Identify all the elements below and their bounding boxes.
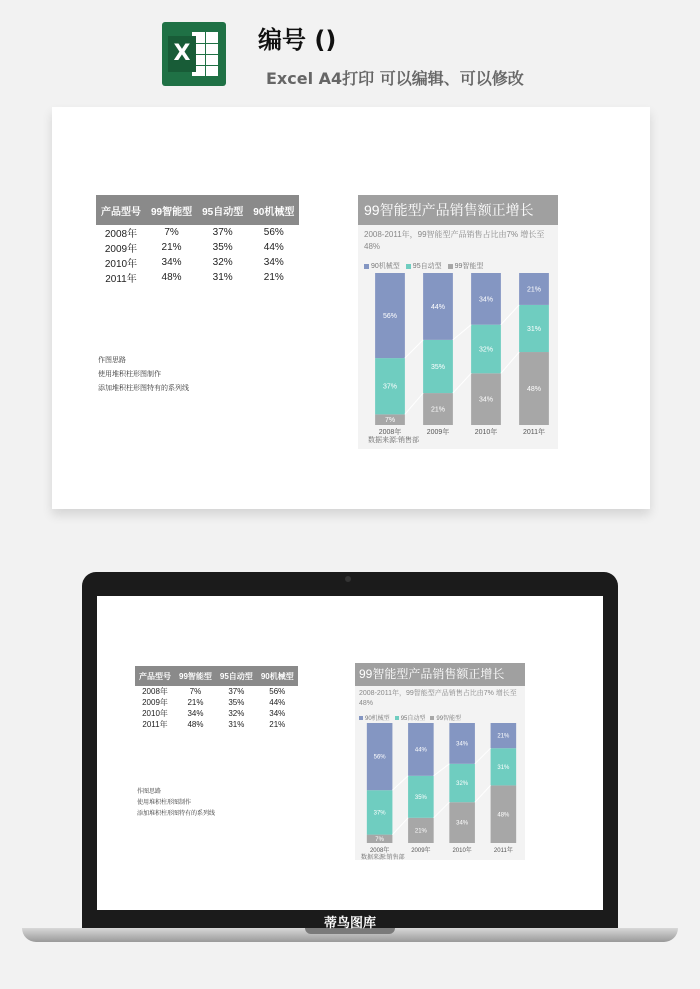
series-line [405,340,423,358]
note-line: 添加堆积柱形图特有的系列线 [137,811,216,817]
excel-icon: X [162,22,226,86]
chart-title: 99智能型产品销售额正增长 [358,195,558,225]
table-cell: 7% [164,227,179,238]
table-cell: 48% [161,272,182,283]
table-cell: 56% [269,687,286,696]
series-line [475,785,491,802]
table-row [135,697,298,708]
series-line [475,748,491,764]
table-cell: 44% [263,242,284,253]
legend-label: 90机械型 [371,263,400,270]
chart-plot [359,723,524,843]
table-row [96,255,299,270]
data-label: 21% [430,406,446,414]
series-line [405,393,423,414]
data-label: 31% [526,325,542,333]
table-row [96,240,299,255]
table-cell: 2011年 [105,274,137,285]
table-cell: 21% [263,272,284,283]
page-header [0,0,700,100]
legend-swatch [359,716,363,720]
x-tick-label: 2010年 [474,429,498,436]
note-line: 作图思路 [98,357,126,364]
chart-subtitle: 2008-2011年，99智能型产品销售占比由7% 增长至48% [364,230,545,251]
data-label: 32% [478,346,494,354]
data-label: 48% [526,385,542,393]
x-tick-label: 2008年 [378,429,402,436]
chart-legend [364,261,489,271]
series-line [501,352,519,373]
table-header-cell: 产品型号 [96,195,146,225]
table-cell: 7% [189,687,202,696]
table-cell: 56% [263,227,284,238]
legend-swatch [406,264,411,269]
data-label: 37% [382,383,398,391]
series-line [434,802,450,818]
data-label: 7% [384,417,396,425]
data-label: 34% [478,396,494,404]
data-label: 34% [456,741,469,748]
table-cell: 37% [212,227,233,238]
sheet-preview [52,107,650,509]
table-row [96,225,299,240]
legend-swatch [395,716,399,720]
table-header-cell: 95自动型 [216,666,257,686]
table-header-row [135,666,298,686]
brand-watermark: 蒂鸟图库 [323,916,376,931]
table-cell: 31% [228,720,245,729]
chart-source: 数据来源:销售部 [361,855,405,861]
x-tick-label: 2009年 [411,848,431,854]
table-cell: 2009年 [104,244,138,255]
x-tick-label: 2011年 [493,848,513,854]
chart-title: 99智能型产品销售额正增长 [355,663,525,686]
chart-subtitle: 2008-2011年，99智能型产品销售占比由7% 增长至48% [359,690,517,707]
notes-block [98,354,189,396]
data-label: 21% [526,286,542,294]
series-line [453,325,471,340]
table-cell: 32% [228,709,245,718]
table-header-cell: 90机械型 [248,195,299,225]
note-line: 使用堆积柱形图制作 [98,371,161,378]
table-header-cell: 99智能型 [175,666,216,686]
table-cell: 48% [187,720,204,729]
legend-label: 95自动型 [412,263,442,270]
table-row [135,686,298,697]
legend-swatch [448,264,453,269]
table-row [135,719,298,730]
legend-label: 99智能型 [436,716,462,722]
legend-item [406,263,442,270]
table-cell: 31% [212,272,233,283]
chart-plot [366,273,558,425]
table-cell: 21% [269,720,286,729]
table-cell: 2011年 [142,720,168,729]
data-label: 32% [456,781,469,788]
data-label: 34% [478,296,494,304]
table-cell: 37% [228,687,245,696]
data-label: 7% [375,836,384,843]
chart-legend [359,713,466,722]
series-line [501,305,519,325]
table-row [96,270,299,285]
x-tick-label: 2011年 [522,429,546,436]
table-cell: 21% [187,698,204,707]
note-line: 添加堆积柱形图特有的系列线 [98,385,189,392]
legend-label: 95自动型 [400,716,426,722]
series-line [392,776,408,790]
x-tick-label: 2009年 [426,429,450,436]
legend-swatch [430,716,434,720]
table-cell: 2010年 [142,709,168,718]
stacked-bar-chart [355,663,525,860]
legend-item [395,716,426,722]
legend-item [448,263,484,270]
x-tick-label: 2008年 [369,848,390,854]
data-label: 31% [497,764,510,771]
data-label: 34% [456,820,469,827]
table-cell: 44% [269,698,286,707]
table-row [135,708,298,719]
note-line: 作图思路 [137,789,162,795]
data-table [96,195,299,285]
stacked-bar-chart [358,195,558,449]
table-header-cell: 产品型号 [135,666,175,686]
table-cell: 35% [212,242,233,253]
legend-item [430,716,461,722]
legend-item [364,263,400,270]
legend-label: 90机械型 [365,716,390,722]
series-line [434,764,450,776]
table-cell: 21% [161,242,182,253]
table-cell: 2009年 [142,698,168,707]
table-cell: 34% [161,257,182,268]
data-label: 56% [382,313,398,321]
series-line [392,818,408,835]
data-label: 35% [414,794,427,801]
table-cell: 35% [228,698,245,707]
data-label: 56% [373,754,386,761]
table-header-cell: 95自动型 [197,195,248,225]
data-label: 35% [430,363,446,371]
legend-item [359,716,390,722]
doc-subtitle: Excel A4打印 可以编辑、可以修改 [266,69,524,88]
series-line [453,373,471,393]
data-label: 21% [497,733,510,740]
table-cell: 2008年 [104,229,138,240]
table-cell: 2010年 [104,259,138,270]
table-cell: 34% [187,709,204,718]
data-label: 44% [414,747,427,754]
table-cell: 34% [269,709,286,718]
table-header-row [96,195,299,225]
x-tick-label: 2010年 [452,848,472,854]
table-cell: 32% [212,257,233,268]
data-label: 44% [430,303,446,311]
data-label: 48% [497,812,510,819]
doc-title: 编号 () [258,26,337,54]
legend-swatch [364,264,369,269]
chart-source: 数据来源:销售部 [368,437,419,444]
table-cell: 2008年 [142,687,168,696]
laptop-screen [97,596,603,910]
legend-label: 99智能型 [454,263,484,270]
table-header-cell: 90机械型 [257,666,298,686]
data-label: 37% [373,810,386,817]
notes-block [137,787,215,820]
table-header-cell: 99智能型 [146,195,197,225]
camera-icon [345,576,351,582]
note-line: 使用堆积柱形图制作 [137,800,192,806]
data-label: 21% [414,828,427,835]
table-cell: 34% [263,257,284,268]
data-table [135,666,298,730]
